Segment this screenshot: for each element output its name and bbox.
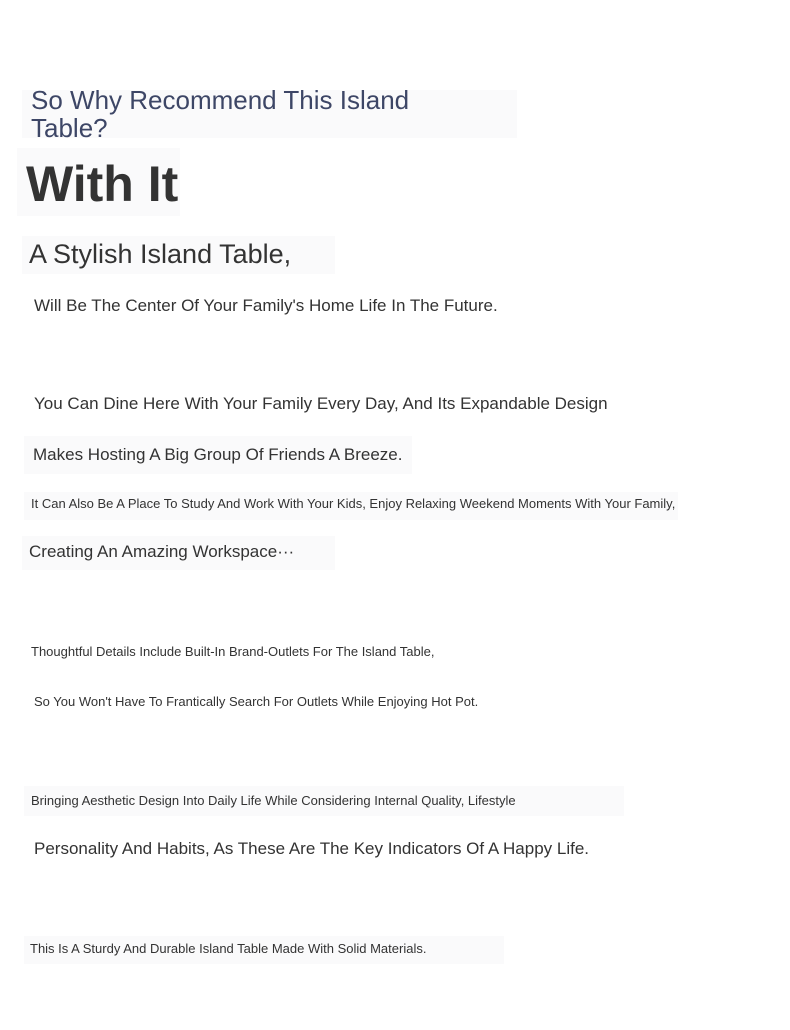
big-title: With It [26, 156, 179, 212]
paragraph-2: You Can Dine Here With Your Family Every Day, And Its Expandable Design [34, 394, 608, 413]
paragraph-5: Creating An Amazing Workspace··· [29, 542, 295, 561]
subtitle: A Stylish Island Table, [29, 239, 292, 269]
paragraph-1: Will Be The Center Of Your Family's Home Life In The Future. [34, 296, 498, 315]
paragraph-7: So You Won't Have To Frantically Search For Outlets While Enjoying Hot Pot. [34, 694, 479, 709]
paragraph-10: This Is A Sturdy And Durable Island Table Made With Solid Materials. [30, 941, 427, 956]
paragraph-3: Makes Hosting A Big Group Of Friends A Breeze. [33, 445, 403, 464]
paragraph-8: Bringing Aesthetic Design Into Daily Life While Considering Internal Quality, Lifestyle [31, 793, 516, 808]
paragraph-6: Thoughtful Details Include Built-In Brand-Outlets For The Island Table, [31, 644, 435, 659]
paragraph-4: It Can Also Be A Place To Study And Work With Your Kids, Enjoy Relaxing Weekend Moments With Your Family, [31, 496, 676, 511]
paragraph-9: Personality And Habits, As These Are The Key Indicators Of A Happy Life. [34, 839, 590, 858]
section-heading: So Why Recommend This Island Table? [31, 85, 410, 143]
